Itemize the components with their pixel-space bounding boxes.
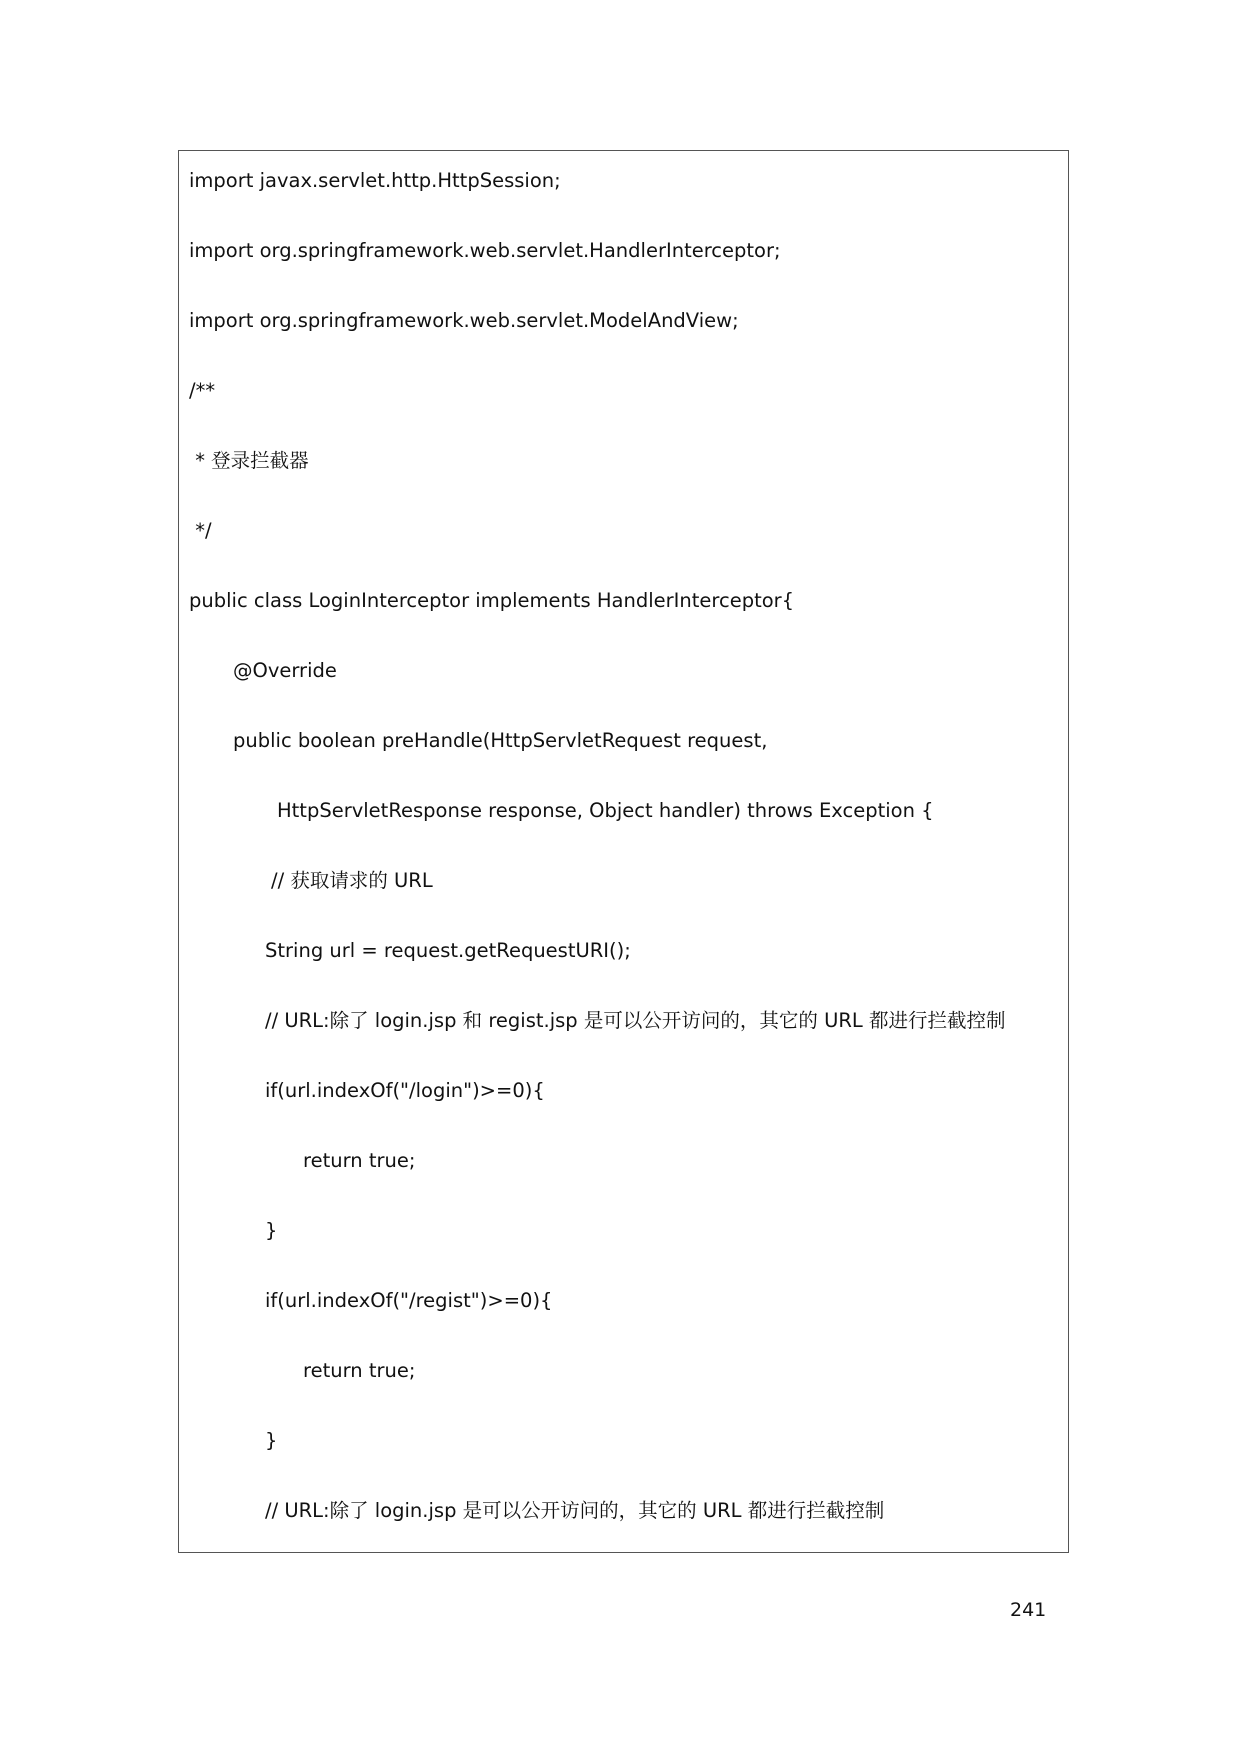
code-line-18: return true; bbox=[303, 1359, 416, 1382]
code-line-16: } bbox=[265, 1219, 278, 1242]
code-line-7: public class LoginInterceptor implements HandlerInterceptor{ bbox=[189, 589, 795, 612]
code-line-12: String url = request.getRequestURI(); bbox=[265, 939, 631, 962]
code-line-10: HttpServletResponse response, Object handler) throws Exception { bbox=[277, 799, 934, 822]
code-line-2: import org.springframework.web.servlet.HandlerInterceptor; bbox=[189, 239, 781, 262]
code-line-15: return true; bbox=[303, 1149, 416, 1172]
code-listing-box bbox=[178, 150, 1069, 1553]
code-line-3: import org.springframework.web.servlet.ModelAndView; bbox=[189, 309, 739, 332]
code-line-20: // URL:除了 login.jsp 是可以公开访问的，其它的 URL 都进行拦截控制 bbox=[265, 1499, 885, 1522]
page-number: 241 bbox=[1010, 1599, 1047, 1621]
code-line-5: * 登录拦截器 bbox=[189, 449, 309, 472]
code-line-1: import javax.servlet.http.HttpSession; bbox=[189, 169, 561, 192]
code-line-9: public boolean preHandle(HttpServletRequest request, bbox=[233, 729, 768, 752]
code-line-14: if(url.indexOf("/login")>=0){ bbox=[265, 1079, 545, 1102]
code-line-8: @Override bbox=[233, 659, 337, 682]
code-line-17: if(url.indexOf("/regist")>=0){ bbox=[265, 1289, 553, 1312]
code-line-11: // 获取请求的 URL bbox=[271, 869, 433, 892]
code-line-19: } bbox=[265, 1429, 278, 1452]
code-line-13: // URL:除了 login.jsp 和 regist.jsp 是可以公开访问的，其它的 URL 都进行拦截控制 bbox=[265, 1009, 1006, 1032]
code-line-4: /** bbox=[189, 379, 216, 402]
code-line-6: */ bbox=[189, 519, 212, 542]
